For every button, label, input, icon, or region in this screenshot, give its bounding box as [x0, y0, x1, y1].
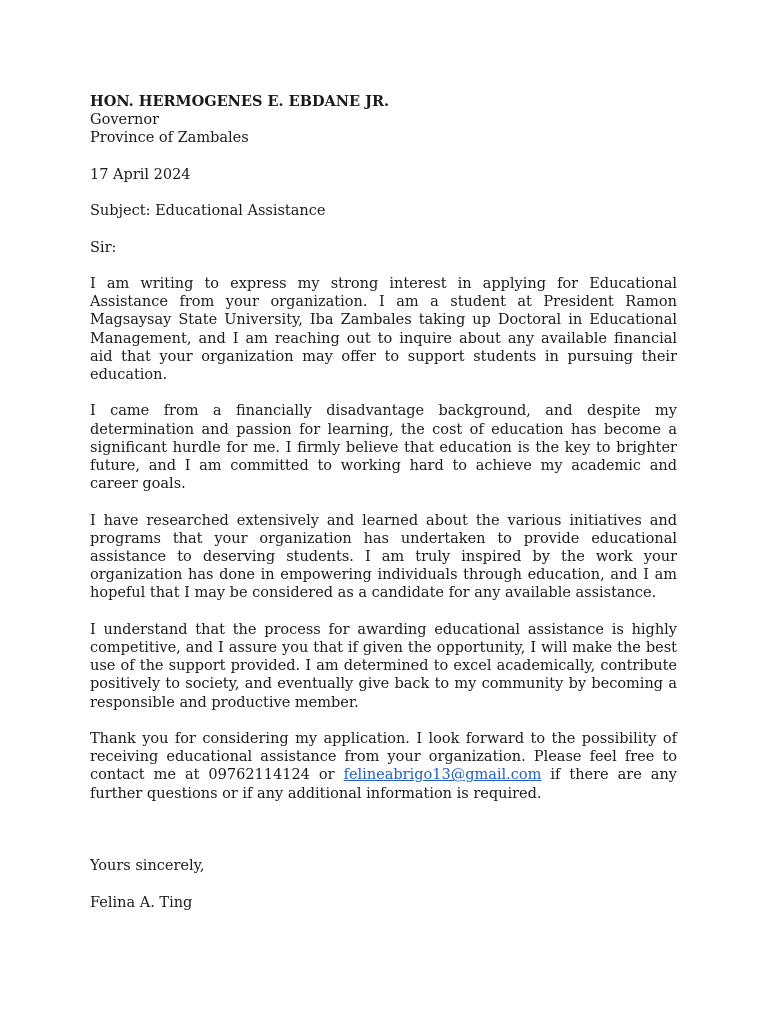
letter-subject: Subject: Educational Assistance	[90, 203, 326, 220]
contact-text-before: Thank you for considering my application. I look forward to the possibility of receiving educational assistance from your organization. Please feel free to contact me at 09762114124 or	[90, 730, 677, 784]
closing: Yours sincerely,	[90, 858, 205, 875]
body-paragraph-1: I am writing to express my strong interest in applying for Educational Assistance from your organization. I am a student at President Ramon Magsaysay State University, Iba Zambales taking up Doctoral in Educational Management, and I am reaching out to inquire about any available financial aid that your organization may offer to support students in pursuing their education.	[90, 275, 677, 383]
recipient-province: Province of Zambales	[90, 130, 249, 147]
signature-name: Felina A. Ting	[90, 894, 193, 911]
salutation: Sir:	[90, 239, 117, 256]
body-paragraph-2: I came from a financially disadvantage background, and despite my determination and passion for learning, the cost of education has become a significant hurdle for me. I firmly believe that education is the key to brighter future, and I am committed to working hard to achieve my academic and career goals.	[90, 403, 677, 493]
body-paragraph-5	[90, 730, 677, 803]
recipient-name: HON. HERMOGENES E. EBDANE JR.	[90, 93, 390, 110]
contact-text-after: if there are any further questions or if any additional information is required.	[90, 767, 677, 802]
recipient-title: Governor	[90, 112, 160, 129]
email-link[interactable]: felineabrigo13@gmail.com	[343, 767, 542, 784]
letter	[90, 93, 677, 912]
body-paragraph-4: I understand that the process for awarding educational assistance is highly competitive, and I assure you that if given the opportunity, I will make the best use of the support provided. I am determined to excel academically, contribute positively to society, and eventually give back to my community by becoming a responsible and productive member.	[90, 621, 677, 711]
body-paragraph-3: I have researched extensively and learned about the various initiatives and programs that your organization has undertaken to provide educational assistance to deserving students. I am truly inspired by the work your organization has done in empowering individuals through education, and I am hopeful that I may be considered as a candidate for any available assistance.	[90, 512, 677, 602]
letter-date: 17 April 2024	[90, 166, 191, 183]
